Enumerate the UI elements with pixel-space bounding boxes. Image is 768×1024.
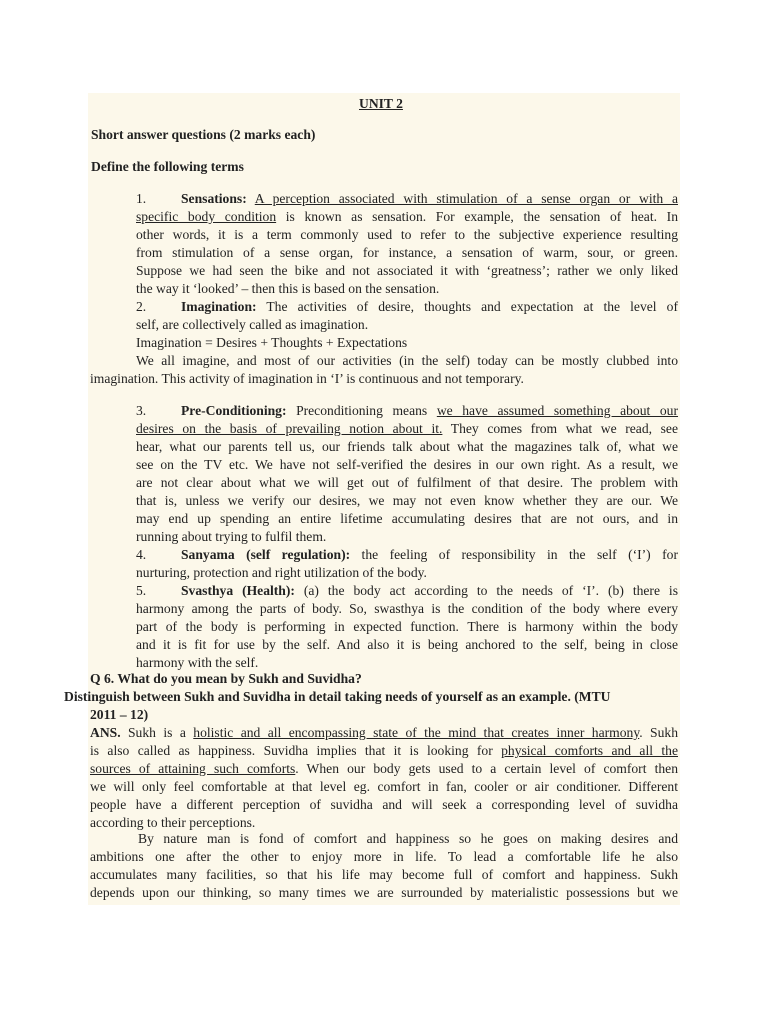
item-1-line-3: other words, it is a term commonly used to refer to the subjective experience resulting: [136, 227, 678, 242]
answer-line-3: [90, 760, 678, 778]
item-3-line-7: may end up spending an entire lifetime accumulating desires that are not ours, and in: [136, 511, 678, 526]
question-6: Q 6. What do you mean by Sukh and Suvidha?: [90, 671, 362, 686]
item-1-line-6: the way it ‘looked’ – then this is based on the sensation.: [136, 281, 440, 296]
item-number: 5.: [136, 583, 147, 598]
item-5-line-5: harmony with the self.: [136, 655, 259, 670]
short-answer-heading: Short answer questions (2 marks each): [91, 127, 316, 142]
item-2-line-2: self, are collectively called as imagination.: [136, 317, 369, 332]
answer-line-1: [90, 724, 678, 742]
item-5-line-1: [136, 582, 678, 600]
answer-para-2-line-2: ambitions one after the other to enjoy more in life. To lead a comfortable life he also: [90, 849, 678, 864]
item-3-line-4: see on the TV etc. We have not self-verified the desires in our own right. As a result, we: [136, 457, 678, 472]
item-3-line-5: are not clear about what we will get out of fulfilment of that desire. The problem with: [136, 475, 678, 490]
unit-title: UNIT 2: [359, 96, 403, 111]
item-3-line-3: hear, what our parents tell us, our friends talk about what the magazines talk of, what we: [136, 439, 678, 454]
underlined-text: desires on the basis of prevailing notion about it.: [136, 421, 443, 436]
item-2-line-5: imagination. This activity of imagination in ‘I’ is continuous and not temporary.: [90, 371, 524, 386]
text: is also called as happiness. Suvidha implies that it is looking for: [90, 743, 502, 758]
item-3-line-8: running about trying to fulfil them.: [136, 529, 327, 544]
underlined-text: A perception associated with stimulation of a sense organ or with a: [254, 191, 678, 206]
term: Pre-Conditioning:: [181, 403, 287, 418]
item-number: 4.: [136, 547, 147, 562]
text: Preconditioning means: [286, 403, 437, 418]
item-2-line-3: Imagination = Desires + Thoughts + Expectations: [136, 335, 408, 350]
item-4-line-2: nurturing, protection and right utilization of the body.: [136, 565, 427, 580]
underlined-text: sources of attaining such comforts: [90, 761, 296, 776]
item-number: 2.: [136, 299, 147, 314]
item-2-line-1: [136, 298, 678, 316]
item-1-line-1: [136, 190, 678, 208]
text: (a) the body act according to the needs of ‘I’. (b) there is: [294, 583, 678, 598]
term: Imagination:: [181, 299, 257, 314]
underlined-text: we have assumed something about our: [436, 403, 679, 418]
answer-para-2-line-3: accumulates many facilities, so that his life may become full of comfort and happiness. Sukh: [90, 867, 678, 882]
term: Sanyama (self regulation):: [181, 547, 351, 562]
text: They comes from what we read, see: [442, 421, 678, 436]
question-6-distinguish: Distinguish between Sukh and Suvidha in detail taking needs of yourself as an example. (MTU: [64, 689, 611, 704]
answer-line-4: we will only feel comfortable at that level eg. comfort in fan, cooler or air conditioner. Different: [90, 779, 678, 794]
answer-label: ANS.: [90, 725, 121, 740]
text: . Sukh: [639, 725, 679, 740]
item-number: 1.: [136, 191, 147, 206]
item-2-line-4: We all imagine, and most of our activities (in the self) today can be mostly clubbed into: [136, 353, 678, 368]
term: Sensations:: [181, 191, 247, 206]
item-5-line-2: harmony among the parts of body. So, swasthya is the condition of the body where every: [136, 601, 678, 616]
text: the feeling of responsibility in the self (‘I’) for: [350, 547, 678, 562]
text: . When our body gets used to a certain level of comfort then: [295, 761, 678, 776]
item-1-line-5: Suppose we had seen the bike and not associated it with ‘greatness’; rather we only liked: [136, 263, 678, 278]
item-1-line-2: [136, 208, 678, 226]
answer-para-2-line-1: By nature man is fond of comfort and happiness so he goes on making desires and: [138, 831, 678, 846]
item-5-line-4: and it is fit for use by the self. And also it is being anchored to the self, being in close: [136, 637, 678, 652]
term: Svasthya (Health):: [181, 583, 295, 598]
underlined-text: physical comforts and all the: [501, 743, 678, 758]
underlined-text: specific body condition: [136, 209, 277, 224]
item-4-line-1: [136, 546, 678, 564]
question-6-distinguish-cont: 2011 – 12): [90, 707, 149, 722]
answer-line-6: according to their perceptions.: [90, 815, 256, 830]
text: is known as sensation. For example, the sensation of heat. In: [276, 209, 678, 224]
text: Sukh is a: [120, 725, 194, 740]
item-5-line-3: part of the body is performing in expected function. There is harmony within the body: [136, 619, 678, 634]
item-1-line-4: from stimulation of a sense organ, for instance, a sensation of warm, sour, or green.: [136, 245, 678, 260]
item-3-line-6: that is, unless we verify our desires, we may not even know whether they are our. We: [136, 493, 678, 508]
item-number: 3.: [136, 403, 147, 418]
item-3-line-2: [136, 420, 678, 438]
text: The activities of desire, thoughts and expectation at the level of: [256, 299, 678, 314]
answer-line-5: people have a different perception of suvidha and will seek a corresponding level of suvidha: [90, 797, 678, 812]
answer-para-2-line-4: depends upon our thinking, so many times we are surrounded by materialistic possessions but we: [90, 885, 678, 900]
underlined-text: holistic and all encompassing state of the mind that creates inner harmony: [193, 725, 640, 740]
answer-line-2: [90, 742, 678, 760]
item-3-line-1: [136, 402, 678, 420]
define-heading: Define the following terms: [91, 159, 244, 174]
